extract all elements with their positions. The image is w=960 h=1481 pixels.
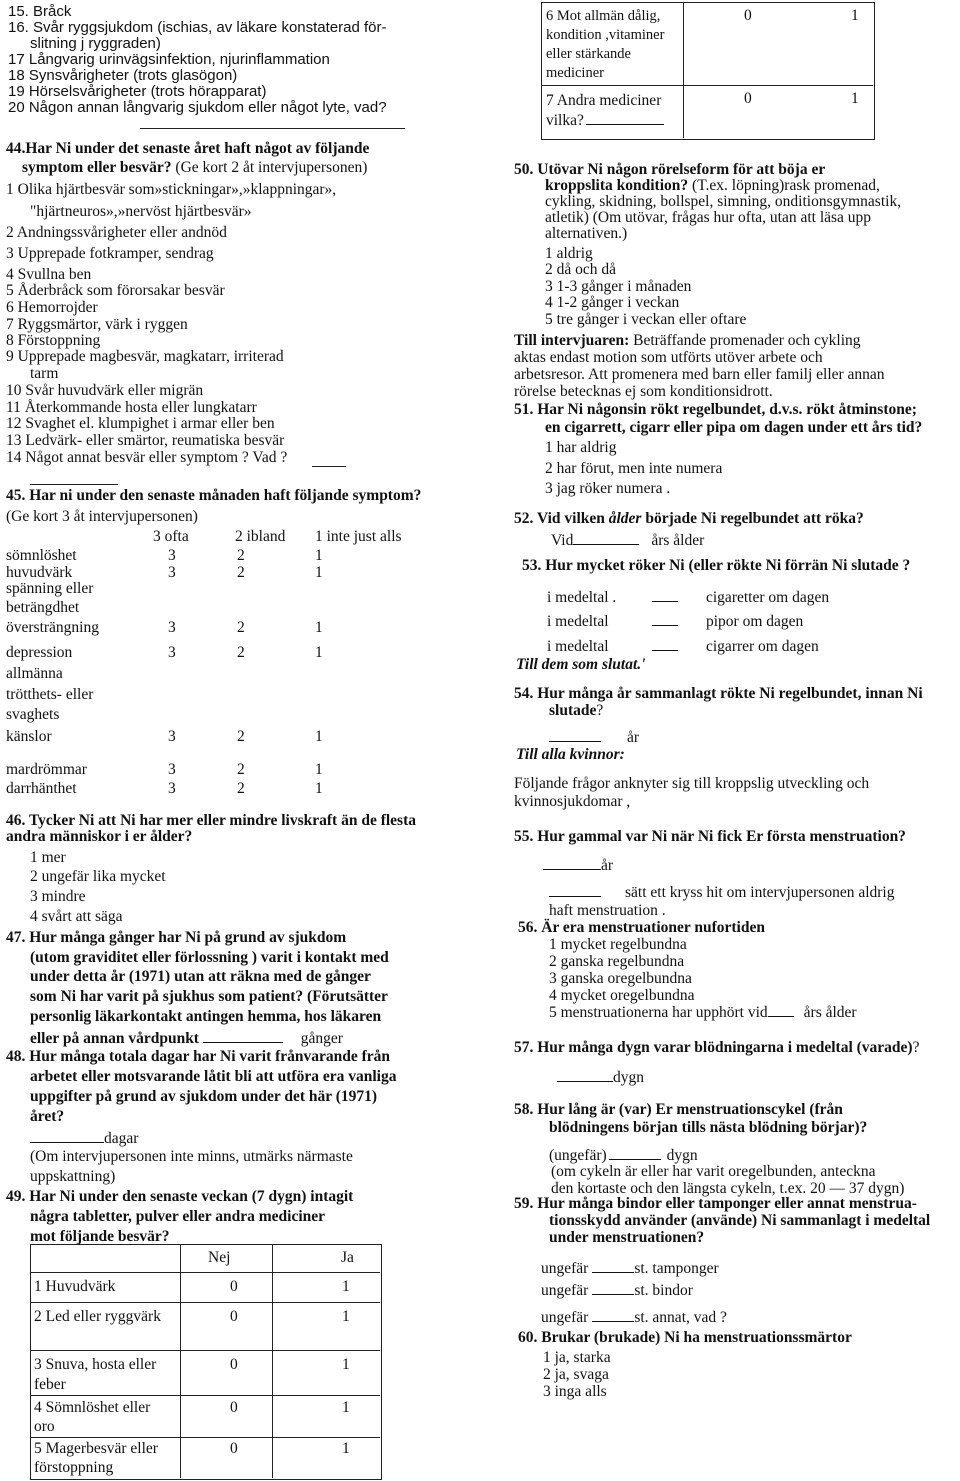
scale-option-v3[interactable]: 3 <box>168 728 176 745</box>
answer-line <box>312 466 346 467</box>
question-57-title-end: ? <box>912 1039 920 1056</box>
smoking-age-field[interactable] <box>573 531 639 545</box>
option-item[interactable]: 5 menstruationerna har upphört vid <box>549 1004 768 1021</box>
symptom-label: darrhänthet <box>6 780 77 797</box>
symptom-label: översträngning <box>6 619 99 636</box>
question-48-line: uppgifter på grund av sjukdom under det här (1971) <box>30 1088 378 1105</box>
scale-header-never: 1 inte just alls <box>315 528 402 545</box>
question-58-title: 58. Hur lång är (var) Er menstruationscykel (från <box>514 1101 843 1118</box>
question-47-line: som Ni har varit på sjukhus som patient? (Förutsätter <box>30 988 388 1005</box>
symptom-item: 9 Upprepade magbesvär, magkatarr, irriterad <box>6 348 284 365</box>
absence-days-unit: dagar <box>104 1130 139 1147</box>
question-49-title: mot följande besvär? <box>30 1228 170 1245</box>
interviewer-note: rörelse betecknas ej som konditionsidrott. <box>514 383 773 400</box>
scale-option-v3[interactable]: 3 <box>168 564 176 581</box>
option-item[interactable]: 3 mindre <box>30 888 86 905</box>
scale-header-often: 3 ofta <box>153 528 189 545</box>
table-divider <box>30 1302 380 1303</box>
smoking-age-suffix: års ålder <box>651 532 705 549</box>
interviewer-note-label: Till intervjuaren: <box>514 332 630 349</box>
question-48-line: 48. Hur många totala dagar har Ni varit frånvarande från <box>6 1048 391 1065</box>
symptom-item: 11 Återkommande hosta eller lungkatarr <box>6 399 257 416</box>
bleeding-days-unit: dygn <box>613 1069 644 1086</box>
option-item[interactable]: 2 har förut, men inte numera <box>545 460 723 477</box>
medication-label: förstoppning <box>34 1459 114 1476</box>
cigars-unit: cigarrer om dagen <box>706 638 819 655</box>
option-item[interactable]: 1 aldrig <box>545 245 593 262</box>
scale-option-v3[interactable]: 3 <box>168 644 176 661</box>
option-item[interactable]: 4 svårt att säga <box>30 908 123 925</box>
question-48-line: arbetet eller motsvarande låtit bli att utföra era vanliga <box>30 1068 397 1085</box>
other-medication-field[interactable] <box>586 111 664 125</box>
other-protection-field[interactable] <box>592 1308 634 1322</box>
symptom-label: spänning eller <box>6 580 94 597</box>
table-divider <box>180 1244 181 1478</box>
question-49-title: några tabletter, pulver eller andra mediciner <box>30 1208 326 1225</box>
scale-option-v3[interactable]: 3 <box>168 619 176 636</box>
question-50-title-rest: (T.ex. löpning)rask promenad, <box>688 177 880 194</box>
question-54-title: 54. Hur många år sammanlagt rökte Ni regelbundet, innan Ni <box>514 685 923 702</box>
question-50-text: cykling, skidning, bollspel, simning, onditionsgymnastik, <box>545 193 902 210</box>
answer-line <box>30 484 118 485</box>
table-divider <box>541 85 873 86</box>
tampons-field[interactable] <box>592 1259 634 1273</box>
no-menstruation-note: sätt ett kryss hit om intervjupersonen aldrig <box>625 884 895 901</box>
question-54-title: slutade <box>549 702 597 719</box>
option-item[interactable]: 1 ja, starka <box>543 1349 611 1366</box>
question-52-title-end: började Ni regelbundet att röka? <box>641 510 864 527</box>
medication-answer-no[interactable]: 0 <box>230 1278 238 1295</box>
symptom-item: 5 Åderbråck som förorsakar besvär <box>6 282 225 299</box>
medication-row-6-no[interactable]: 0 <box>744 7 752 24</box>
table-header-no: Nej <box>208 1249 231 1266</box>
symptom-label: huvudvärk <box>6 564 73 581</box>
pipes-field[interactable] <box>652 612 678 626</box>
medication-answer-no[interactable]: 0 <box>230 1356 238 1373</box>
medication-answer-no[interactable]: 0 <box>230 1440 238 1457</box>
symptom-label: känslor <box>6 728 52 745</box>
symptom-item: 8 Förstoppning <box>6 332 101 349</box>
smoking-years-unit: år <box>627 729 640 746</box>
option-item[interactable]: 3 inga alls <box>543 1383 607 1400</box>
table-divider <box>30 1272 380 1273</box>
question-44-title-end: symptom eller besvär? <box>22 159 172 176</box>
medication-answer-yes[interactable]: 1 <box>342 1278 350 1295</box>
women-intro: Följande frågor anknyter sig till kroppslig utveckling och <box>514 775 870 792</box>
symptom-label: mardrömmar <box>6 761 87 778</box>
symptom-item: 13 Ledvärk- eller smärtor, reumatiska besvär <box>6 432 285 449</box>
scale-option-v2[interactable]: 2 <box>237 780 245 797</box>
list-item: 15. Bråck <box>8 3 72 20</box>
no-menstruation-checkbox[interactable] <box>549 883 601 897</box>
medication-answer-yes[interactable]: 1 <box>342 1440 350 1457</box>
cycle-length-field[interactable] <box>609 1146 661 1160</box>
symptom-label: trötthets- eller <box>6 686 94 703</box>
visits-unit: gånger <box>300 1030 343 1047</box>
question-52-title: 52. Vid vilken <box>514 510 609 527</box>
pipes-label: i medeltal <box>547 613 609 630</box>
question-45-note: (Ge kort 3 åt intervjupersonen) <box>6 508 198 525</box>
scale-option-v2[interactable]: 2 <box>237 619 245 636</box>
interviewer-note: aktas endast motion som utförts utöver arbete och <box>514 349 823 366</box>
medication-label: 3 Snuva, hosta eller <box>34 1356 157 1373</box>
scale-option-v2[interactable]: 2 <box>237 547 245 564</box>
option-item[interactable]: 5 tre gånger i veckan eller oftare <box>545 311 747 328</box>
scale-option-v1[interactable]: 1 <box>315 761 323 778</box>
symptom-label: depression <box>6 644 73 661</box>
medication-label: 2 Led eller ryggvärk <box>34 1308 161 1325</box>
symptom-item: 3 Upprepade fotkramper, sendrag <box>6 245 214 262</box>
question-47-line: 47. Hur många gånger har Ni på grund av sjukdom <box>6 929 347 946</box>
women-instruction: Till alla kvinnor: <box>516 746 625 763</box>
symptom-item: 6 Hemorrojder <box>6 299 98 316</box>
scale-option-v3[interactable]: 3 <box>168 547 176 564</box>
scale-option-v1[interactable]: 1 <box>315 619 323 636</box>
other-protection-prefix: ungefär <box>541 1309 589 1326</box>
cycle-length-prefix: (ungefär) <box>549 1147 607 1164</box>
symptom-label: svaghets <box>6 706 60 723</box>
answer-line <box>140 128 405 129</box>
scale-option-v1[interactable]: 1 <box>315 644 323 661</box>
smoking-age-prefix: Vid <box>551 532 574 549</box>
question-51-title: 51. Har Ni någonsin rökt regelbundet, d.v.s. rökt åtminstone; <box>514 401 917 418</box>
option-item[interactable]: 4 mycket oregelbundna <box>549 987 695 1004</box>
cigarettes-field[interactable] <box>652 588 678 602</box>
symptom-item: 2 Andningssvårigheter eller andnöd <box>6 224 227 241</box>
scale-option-v1[interactable]: 1 <box>315 564 323 581</box>
cigars-field[interactable] <box>652 637 678 651</box>
question-54-title-end: ? <box>596 702 604 719</box>
list-item: 17 Långvarig urinvägsinfektion, njurinflammation <box>8 51 330 68</box>
medication-label: 5 Magerbesvär eller <box>34 1440 158 1457</box>
question-47-line: (utom graviditet eller förlossning ) varit i kontakt med <box>30 949 389 966</box>
no-menstruation-note: haft menstruation . <box>549 902 666 919</box>
medication-row-6: 6 Mot allmän dålig, kondition ,vitaminer eller stärkande mediciner <box>546 8 665 81</box>
medication-label: oro <box>34 1418 55 1435</box>
medication-answer-no[interactable]: 0 <box>230 1399 238 1416</box>
tampons-prefix: ungefär <box>541 1260 589 1277</box>
question-60-title: 60. Brukar (brukade) Ni ha menstruationssmärtor <box>518 1329 852 1346</box>
question-57-title: 57. Hur många dygn varar blödningarna i medeltal (varade) <box>514 1039 913 1056</box>
question-48-note: uppskattning) <box>30 1168 116 1185</box>
medication-answer-yes[interactable]: 1 <box>342 1308 350 1325</box>
absence-days-field[interactable] <box>30 1129 104 1143</box>
question-50-text: atletik) (Om utövar, frågas hur ofta, utan att läsa upp <box>545 209 872 226</box>
interviewer-note: arbetsresor. Att promenera med barn eller familj eller annan <box>514 366 885 383</box>
menarche-age-field[interactable] <box>543 856 601 870</box>
women-intro: kvinnosjukdomar , <box>514 793 631 810</box>
medication-row-7: 7 Andra mediciner vilka? <box>546 91 664 131</box>
question-53-title: 53. Hur mycket röker Ni (eller rökte Ni förrän Ni slutade ? <box>522 557 911 574</box>
symptom-item: 4 Svullna ben <box>6 266 92 283</box>
medication-answer-no[interactable]: 0 <box>230 1308 238 1325</box>
option-item[interactable]: 3 1-3 gånger i månaden <box>545 278 692 295</box>
option-item[interactable]: 1 mycket regelbundna <box>549 936 687 953</box>
question-50-title: 50. Utövar Ni någon rörelseform för att böja er <box>514 161 826 178</box>
option-item[interactable]: 2 ungefär lika mycket <box>30 868 166 885</box>
medication-row-7-yes[interactable]: 1 <box>851 90 859 107</box>
table-divider <box>30 1437 380 1438</box>
question-50-text: alternativen.) <box>545 225 628 242</box>
table-header-yes: Ja <box>341 1249 354 1266</box>
pipes-unit: pipor om dagen <box>706 613 804 630</box>
smoking-years-field[interactable] <box>549 728 601 742</box>
symptom-item: 7 Ryggsmärtor, värk i ryggen <box>6 316 188 333</box>
option-item[interactable]: 2 ja, svaga <box>543 1366 609 1383</box>
question-47-line: eller på annan vårdpunkt <box>30 1030 199 1047</box>
question-46-title-end: andra människor i er ålder? <box>6 828 193 845</box>
option-item[interactable]: 1 mer <box>30 849 66 866</box>
symptom-label: beträngdhet <box>6 599 80 616</box>
scale-option-v1[interactable]: 1 <box>315 780 323 797</box>
question-47-line: under detta år (1971) utan att räkna med de gånger <box>30 968 371 985</box>
table-divider <box>272 1244 273 1478</box>
medication-row-6-yes[interactable]: 1 <box>851 7 859 24</box>
medication-row-7-no[interactable]: 0 <box>744 90 752 107</box>
medication-label: feber <box>34 1376 66 1393</box>
question-58-note: den kortaste och den längsta cykeln, t.ex. 20 — 37 dygn) <box>551 1180 905 1197</box>
cigars-label: i medeltal <box>547 638 609 655</box>
question-58-title: blödningens början tills nästa blödning börjar)? <box>549 1119 868 1136</box>
interviewer-note: Beträffande promenader och cykling <box>629 332 861 349</box>
question-59-title: 59. Hur många bindor eller tamponger eller annat menstrua- <box>514 1195 917 1212</box>
question-55-title: 55. Hur gammal var Ni när Ni fick Er första menstruation? <box>514 828 906 845</box>
symptom-item: "hjärtneuros»,»nervöst hjärtbesvär» <box>30 203 252 220</box>
scale-header-sometimes: 2 ibland <box>235 528 286 545</box>
visits-count-field[interactable] <box>203 1029 283 1043</box>
question-47-line: personlig läkarkontakt antingen hemma, hos läkaren <box>30 1008 382 1025</box>
scale-option-v2[interactable]: 2 <box>237 644 245 661</box>
other-protection-unit: st. annat, vad ? <box>634 1309 727 1326</box>
table-divider <box>683 2 684 138</box>
medication-label: 4 Sömnlöshet eller <box>34 1399 151 1416</box>
question-59-title: tionsskydd använder (använde) Ni sammanlagt i medeltal <box>549 1212 931 1229</box>
scale-option-v1[interactable]: 1 <box>315 728 323 745</box>
pads-field[interactable] <box>592 1281 634 1295</box>
cycle-length-unit: dygn <box>666 1147 698 1164</box>
question-51-title: en cigarrett, cigarr eller pipa om dagen under ett års tid? <box>545 419 923 436</box>
menopause-age-unit: års ålder <box>803 1004 857 1021</box>
medication-label: 1 Huvudvärk <box>34 1278 116 1295</box>
medication-answer-yes[interactable]: 1 <box>342 1356 350 1373</box>
option-item[interactable]: 3 jag röker numera . <box>545 480 671 497</box>
question-48-line: året? <box>30 1108 65 1125</box>
symptom-item: 1 Olika hjärtbesvär som»stickningar»,»klappningar», <box>6 181 337 198</box>
option-item[interactable]: 3 ganska oregelbundna <box>549 970 692 987</box>
cigarettes-label: i medeltal . <box>547 589 617 606</box>
question-48-note: (Om intervjupersonen inte minns, utmärks närmaste <box>30 1148 353 1165</box>
symptom-item: tarm <box>30 365 59 382</box>
symptom-label: sömnlöshet <box>6 547 77 564</box>
scale-option-v1[interactable]: 1 <box>315 547 323 564</box>
question-58-note: (om cykeln är eller har varit oregelbunden, anteckna <box>551 1163 876 1180</box>
option-item[interactable]: 2 ganska regelbundna <box>549 953 685 970</box>
cigarettes-unit: cigaretter om dagen <box>706 589 830 606</box>
scale-option-v2[interactable]: 2 <box>237 761 245 778</box>
question-44-title: 44.Har Ni under det senaste året haft något av följande <box>6 140 370 157</box>
question-49-title: 49. Har Ni under den senaste veckan (7 dygn) intagit <box>6 1188 354 1205</box>
scale-option-v3[interactable]: 3 <box>168 761 176 778</box>
option-item[interactable]: 4 1-2 gånger i veckan <box>545 294 680 311</box>
pads-unit: st. bindor <box>634 1282 693 1299</box>
question-45-title: 45. Har ni under den senaste månaden haft följande symptom? <box>6 487 422 504</box>
option-item[interactable]: 1 har aldrig <box>545 439 617 456</box>
question-56-title: 56. Är era menstruationer nufortiden <box>518 919 765 936</box>
menopause-age-field[interactable] <box>768 1003 794 1017</box>
scale-option-v2[interactable]: 2 <box>237 564 245 581</box>
symptom-item: 14 Något annat besvär eller symptom ? Vad ? <box>6 449 288 466</box>
tampons-unit: st. tamponger <box>634 1260 719 1277</box>
scale-option-v3[interactable]: 3 <box>168 780 176 797</box>
bleeding-days-field[interactable] <box>557 1068 613 1082</box>
table-divider <box>30 1395 380 1396</box>
list-item: 18 Synsvårigheter (trots glasögon) <box>8 67 238 84</box>
medication-answer-yes[interactable]: 1 <box>342 1399 350 1416</box>
table-divider <box>30 1350 380 1351</box>
list-item: 16. Svår ryggsjukdom (ischias, av läkare konstaterad för- <box>8 19 387 36</box>
scale-option-v2[interactable]: 2 <box>237 728 245 745</box>
symptom-label: allmänna <box>6 665 63 682</box>
question-50-title: kroppslita kondition? <box>545 177 689 194</box>
option-item[interactable]: 2 då och då <box>545 261 617 278</box>
list-item: slitning j ryggraden) <box>30 35 161 52</box>
question-44-note: (Ge kort 2 åt intervjupersonen) <box>175 159 368 176</box>
menarche-age-unit: år <box>601 857 614 874</box>
list-item: 20 Någon annan långvarig sjukdom eller något lyte, vad? <box>8 99 387 116</box>
symptom-item: 12 Svaghet el. klumpighet i armar eller ben <box>6 415 275 432</box>
pads-prefix: ungefär <box>541 1282 589 1299</box>
symptom-item: 10 Svår huvudvärk eller migrän <box>6 382 204 399</box>
list-item: 19 Hörselsvårigheter (trots hörapparat) <box>8 83 267 100</box>
question-46-title: 46. Tycker Ni att Ni har mer eller mindre livskraft än de flesta <box>6 812 416 829</box>
question-59-title: under menstruationen? <box>549 1229 705 1246</box>
question-52-emphasis: ålder <box>608 510 642 527</box>
quit-smokers-instruction: Till dem som slutat.' <box>516 656 646 673</box>
